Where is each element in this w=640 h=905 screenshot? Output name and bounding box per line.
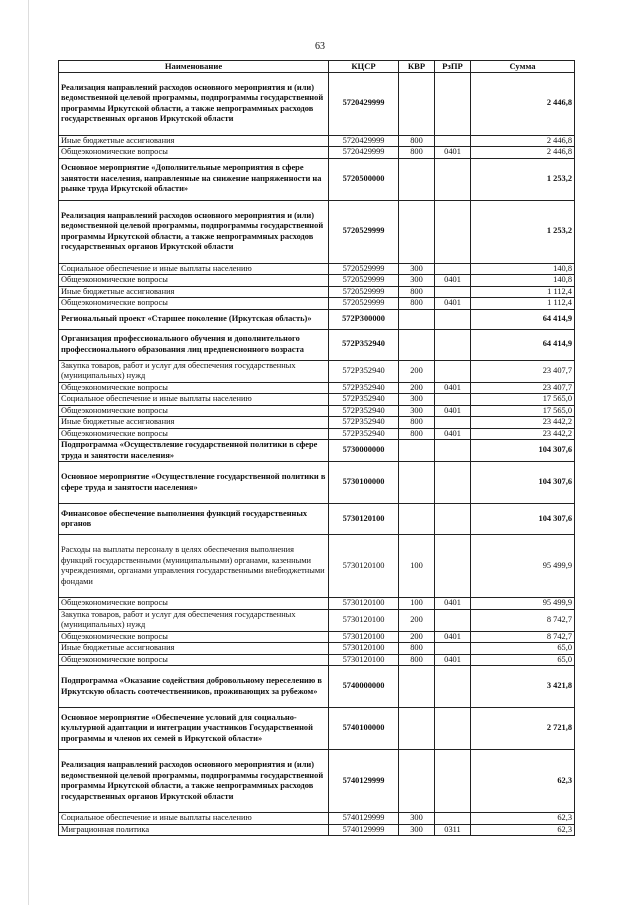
cell-sum: 23 407,7: [471, 360, 575, 382]
table-row: [59, 309, 575, 329]
table-row: [59, 394, 575, 406]
cell-sum: 23 442,2: [471, 417, 575, 429]
cell-name: Социальное обеспечение и иные выплаты населению: [59, 813, 329, 825]
table-row: [59, 72, 575, 135]
cell-kvr: 300: [399, 394, 435, 406]
cell-name: Иные бюджетные ассигнования: [59, 417, 329, 429]
cell-rzpr: 0401: [435, 598, 471, 610]
cell-kvr: 100: [399, 535, 435, 598]
cell-rzpr: 0401: [435, 405, 471, 417]
cell-kcsr: 5720529999: [329, 286, 399, 298]
cell-kcsr: 5730120100: [329, 598, 399, 610]
cell-kvr: [399, 462, 435, 504]
cell-name: Общеэкономические вопросы: [59, 405, 329, 417]
cell-name: Закупка товаров, работ и услуг для обеспечения государственных (муниципальных) нужд: [59, 609, 329, 631]
cell-kvr: 300: [399, 824, 435, 836]
cell-sum: 2 721,8: [471, 708, 575, 750]
cell-kvr: 800: [399, 135, 435, 147]
table-row: [59, 360, 575, 382]
cell-sum: 104 307,6: [471, 462, 575, 504]
cell-kvr: [399, 750, 435, 813]
cell-kcsr: 5740100000: [329, 708, 399, 750]
table-row: [59, 654, 575, 666]
cell-kvr: [399, 158, 435, 200]
cell-kvr: 800: [399, 428, 435, 440]
cell-sum: 95 499,9: [471, 535, 575, 598]
cell-kvr: [399, 329, 435, 360]
cell-kcsr: 5730100000: [329, 462, 399, 504]
cell-kcsr: 572P352940: [329, 329, 399, 360]
cell-name: Общеэкономические вопросы: [59, 598, 329, 610]
cell-kcsr: 5740129999: [329, 750, 399, 813]
cell-kcsr: 572P352940: [329, 405, 399, 417]
table-row: [59, 462, 575, 504]
page-number: 63: [315, 41, 325, 52]
table-row: [59, 405, 575, 417]
cell-kcsr: 5730000000: [329, 440, 399, 462]
cell-name: Общеэкономические вопросы: [59, 382, 329, 394]
table-row: [59, 263, 575, 275]
table-row: [59, 643, 575, 655]
cell-kvr: [399, 708, 435, 750]
cell-sum: 2 446,8: [471, 147, 575, 159]
cell-kvr: 300: [399, 813, 435, 825]
cell-sum: 2 446,8: [471, 135, 575, 147]
table-row: [59, 135, 575, 147]
cell-name: Миграционная политика: [59, 824, 329, 836]
cell-name: Основное мероприятие «Обеспечение условий для социально-культурной адаптации и интеграции участников Государственной программы и членов их семей в Иркутской области»: [59, 708, 329, 750]
cell-name: Основное мероприятие «Осуществление государственной политики в сфере труда и занятости населения»: [59, 462, 329, 504]
cell-kvr: [399, 504, 435, 535]
cell-rzpr: [435, 440, 471, 462]
cell-kvr: 800: [399, 286, 435, 298]
cell-kcsr: 5730120100: [329, 654, 399, 666]
cell-kcsr: 5730120100: [329, 535, 399, 598]
cell-name: Общеэкономические вопросы: [59, 275, 329, 287]
cell-sum: 23 442,2: [471, 428, 575, 440]
cell-sum: 104 307,6: [471, 504, 575, 535]
cell-sum: 64 414,9: [471, 309, 575, 329]
table-row: [59, 504, 575, 535]
cell-kcsr: 5720429999: [329, 135, 399, 147]
cell-sum: 17 565,0: [471, 405, 575, 417]
cell-rzpr: [435, 643, 471, 655]
cell-sum: 104 307,6: [471, 440, 575, 462]
cell-rzpr: [435, 609, 471, 631]
table-row: [59, 298, 575, 310]
cell-name: Социальное обеспечение и иные выплаты населению: [59, 263, 329, 275]
table-row: [59, 666, 575, 708]
cell-kcsr: 5740129999: [329, 824, 399, 836]
cell-rzpr: [435, 504, 471, 535]
cell-rzpr: 0311: [435, 824, 471, 836]
cell-kvr: 200: [399, 609, 435, 631]
cell-rzpr: [435, 72, 471, 135]
scan-edge-line: [28, 0, 29, 905]
cell-name: Общеэкономические вопросы: [59, 654, 329, 666]
cell-name: Общеэкономические вопросы: [59, 298, 329, 310]
cell-kcsr: 572P352940: [329, 394, 399, 406]
cell-rzpr: 0401: [435, 654, 471, 666]
table-row: [59, 417, 575, 429]
cell-kcsr: 572P352940: [329, 360, 399, 382]
cell-name: Социальное обеспечение и иные выплаты населению: [59, 394, 329, 406]
table-row: [59, 147, 575, 159]
cell-rzpr: [435, 263, 471, 275]
cell-name: Организация профессионального обучения и дополнительного профессионального образования лиц предпенсионного возраста: [59, 329, 329, 360]
cell-kcsr: 5730120100: [329, 609, 399, 631]
cell-rzpr: 0401: [435, 428, 471, 440]
table-row: [59, 200, 575, 263]
cell-kvr: [399, 666, 435, 708]
table-row: [59, 750, 575, 813]
cell-name: Реализация направлений расходов основного мероприятия и (или) ведомственной целевой программы, подпрограммы государственной программы Иркутской области, а также непрограммных расходов государственных органов Иркутской области: [59, 750, 329, 813]
cell-kcsr: 572P352940: [329, 417, 399, 429]
cell-name: Региональный проект «Старшее поколение (Иркутская область)»: [59, 309, 329, 329]
header-kvr: КВР: [399, 61, 435, 73]
cell-kcsr: 5730120100: [329, 504, 399, 535]
table-row: [59, 708, 575, 750]
cell-sum: 17 565,0: [471, 394, 575, 406]
cell-kvr: [399, 440, 435, 462]
cell-rzpr: [435, 462, 471, 504]
cell-kcsr: 5740000000: [329, 666, 399, 708]
cell-rzpr: [435, 158, 471, 200]
cell-kvr: 300: [399, 275, 435, 287]
cell-rzpr: [435, 666, 471, 708]
cell-sum: 8 742,7: [471, 631, 575, 643]
cell-kvr: [399, 309, 435, 329]
cell-kcsr: 572P352940: [329, 382, 399, 394]
cell-kvr: 200: [399, 360, 435, 382]
cell-name: Реализация направлений расходов основного мероприятия и (или) ведомственной целевой программы, подпрограммы государственной программы Иркутской области, а также непрограммных расходов государственных органов Иркутской области: [59, 72, 329, 135]
cell-name: Общеэкономические вопросы: [59, 147, 329, 159]
cell-kvr: 300: [399, 405, 435, 417]
cell-kvr: 800: [399, 298, 435, 310]
cell-rzpr: [435, 750, 471, 813]
cell-name: Основное мероприятие «Дополнительные мероприятия в сфере занятости населения, направленные на снижение напряженности на рынке труда Иркутской области»: [59, 158, 329, 200]
cell-rzpr: [435, 286, 471, 298]
cell-name: Общеэкономические вопросы: [59, 631, 329, 643]
cell-rzpr: [435, 200, 471, 263]
cell-sum: 23 407,7: [471, 382, 575, 394]
cell-kvr: [399, 72, 435, 135]
cell-sum: 62,3: [471, 824, 575, 836]
cell-sum: 65,0: [471, 643, 575, 655]
cell-name: Реализация направлений расходов основного мероприятия и (или) ведомственной целевой программы, подпрограммы государственной программы Иркутской области, а также непрограммных расходов государственных органов Иркутской области: [59, 200, 329, 263]
cell-name: Закупка товаров, работ и услуг для обеспечения государственных (муниципальных) нужд: [59, 360, 329, 382]
cell-sum: 62,3: [471, 813, 575, 825]
table-body: [59, 72, 575, 836]
cell-sum: 2 446,8: [471, 72, 575, 135]
cell-sum: 95 499,9: [471, 598, 575, 610]
budget-table: [58, 60, 575, 836]
cell-sum: 1 253,2: [471, 200, 575, 263]
cell-rzpr: 0401: [435, 298, 471, 310]
cell-kvr: 800: [399, 417, 435, 429]
cell-rzpr: 0401: [435, 631, 471, 643]
table-row: [59, 535, 575, 598]
cell-rzpr: [435, 535, 471, 598]
cell-name: Расходы на выплаты персоналу в целях обеспечения выполнения функций государственными (муниципальными) органами, казенными учреждениями, органами управления государственными внебюджетными фондами: [59, 535, 329, 598]
cell-kcsr: 5720429999: [329, 72, 399, 135]
table-row: [59, 440, 575, 462]
cell-kcsr: 5730120100: [329, 631, 399, 643]
cell-sum: 64 414,9: [471, 329, 575, 360]
cell-kcsr: 5720529999: [329, 263, 399, 275]
table-row: [59, 329, 575, 360]
cell-kvr: 100: [399, 598, 435, 610]
cell-kcsr: 572P352940: [329, 428, 399, 440]
cell-rzpr: [435, 394, 471, 406]
cell-rzpr: [435, 813, 471, 825]
cell-rzpr: [435, 708, 471, 750]
cell-sum: 3 421,8: [471, 666, 575, 708]
cell-kvr: 200: [399, 631, 435, 643]
cell-sum: 1 112,4: [471, 286, 575, 298]
cell-sum: 140,8: [471, 275, 575, 287]
cell-kvr: 800: [399, 654, 435, 666]
cell-name: Иные бюджетные ассигнования: [59, 643, 329, 655]
cell-rzpr: [435, 135, 471, 147]
cell-kvr: 800: [399, 643, 435, 655]
cell-rzpr: [435, 417, 471, 429]
cell-kcsr: 5740129999: [329, 813, 399, 825]
table-row: [59, 428, 575, 440]
cell-name: Иные бюджетные ассигнования: [59, 286, 329, 298]
header-kcsr: КЦСР: [329, 61, 399, 73]
cell-kvr: 200: [399, 382, 435, 394]
cell-kvr: 800: [399, 147, 435, 159]
cell-sum: 62,3: [471, 750, 575, 813]
table-row: [59, 631, 575, 643]
header-name: Наименование: [59, 61, 329, 73]
cell-kcsr: 572P300000: [329, 309, 399, 329]
cell-sum: 1 253,2: [471, 158, 575, 200]
cell-kcsr: 5720529999: [329, 200, 399, 263]
table-header-row: [59, 61, 575, 73]
table-row: [59, 158, 575, 200]
table-row: [59, 609, 575, 631]
cell-rzpr: [435, 360, 471, 382]
cell-sum: 1 112,4: [471, 298, 575, 310]
cell-kcsr: 5720529999: [329, 275, 399, 287]
header-rzpr: РзПР: [435, 61, 471, 73]
cell-name: Финансовое обеспечение выполнения функций государственных органов: [59, 504, 329, 535]
cell-sum: 140,8: [471, 263, 575, 275]
cell-sum: 65,0: [471, 654, 575, 666]
cell-kvr: 300: [399, 263, 435, 275]
table-row: [59, 382, 575, 394]
cell-kcsr: 5720500000: [329, 158, 399, 200]
cell-kcsr: 5720429999: [329, 147, 399, 159]
cell-rzpr: 0401: [435, 382, 471, 394]
header-sum: Сумма: [471, 61, 575, 73]
cell-name: Иные бюджетные ассигнования: [59, 135, 329, 147]
table-row: [59, 286, 575, 298]
cell-kcsr: 5730120100: [329, 643, 399, 655]
table-row: [59, 275, 575, 287]
cell-rzpr: [435, 309, 471, 329]
cell-sum: 8 742,7: [471, 609, 575, 631]
table-row: [59, 824, 575, 836]
cell-name: Подпрограмма «Осуществление государственной политики в сфере труда и занятости населения»: [59, 440, 329, 462]
cell-name: Подпрограмма «Оказание содействия добровольному переселению в Иркутскую область соотечественников, проживающих за рубежом»: [59, 666, 329, 708]
cell-rzpr: [435, 329, 471, 360]
cell-kcsr: 5720529999: [329, 298, 399, 310]
cell-kvr: [399, 200, 435, 263]
cell-name: Общеэкономические вопросы: [59, 428, 329, 440]
cell-rzpr: 0401: [435, 147, 471, 159]
cell-rzpr: 0401: [435, 275, 471, 287]
table-row: [59, 813, 575, 825]
table-row: [59, 598, 575, 610]
